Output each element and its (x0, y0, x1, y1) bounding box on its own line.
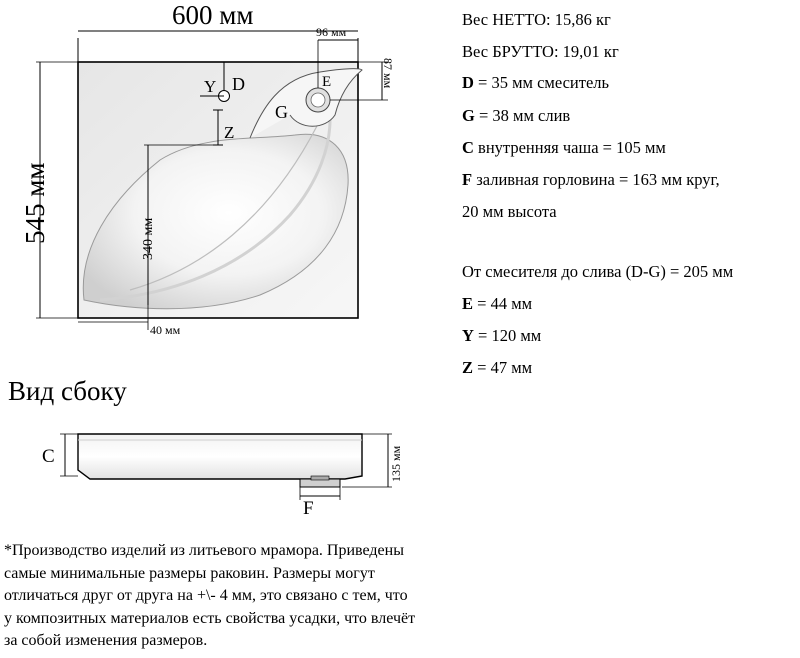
width-label: 600 мм (172, 0, 254, 30)
drain-hole-inner (311, 93, 325, 107)
spec-d: D = 35 мм смеситель (462, 73, 610, 92)
label-e: E (322, 74, 332, 90)
note-line: *Производство изделий из литьевого мрамора. Приведены (4, 542, 404, 559)
spec-gross-weight: Вес БРУТТО: 19,01 кг (462, 42, 619, 61)
note-line: у композитных материалов есть свойства усадки, что влечёт (4, 609, 416, 627)
height-label: 545 мм (20, 162, 50, 244)
spec-c: C внутренняя чаша = 105 мм (462, 138, 666, 157)
label-y: Y (204, 77, 217, 96)
spec-net-weight: Вес НЕТТО: 15,86 кг (462, 10, 611, 29)
label-z: Z (224, 123, 235, 142)
spec-e: E = 44 мм (462, 294, 533, 313)
side-profile (78, 434, 362, 479)
spec-dg: От смесителя до слива (D-G) = 205 мм (462, 262, 734, 281)
spec-g: G = 38 мм слив (462, 106, 571, 125)
label-g: G (275, 102, 288, 122)
note (4, 540, 415, 653)
note-line: самые минимальные размеры раковин. Размеры могут (4, 564, 375, 582)
note-line: за собой изменения размеров. (4, 632, 208, 649)
label-c: C (42, 446, 55, 467)
spec-f: F заливная горловина = 163 мм круг, (462, 170, 720, 189)
side-view-title: Вид сбоку (8, 376, 127, 406)
label-f: F (303, 498, 314, 519)
side-view (42, 434, 403, 519)
spec-f-height: 20 мм высота (462, 202, 557, 221)
bowl-depth-label: 340 мм (141, 217, 156, 260)
note-line: отличаться друг от друга на +\- 4 мм, это связано с тем, что (4, 587, 408, 604)
spec-y: Y = 120 мм (462, 326, 542, 345)
side-height-label: 135 мм (389, 445, 403, 482)
top-view (20, 0, 395, 337)
drain-offset-label: 87 мм (381, 58, 395, 89)
spec-z: Z = 47 мм (462, 358, 533, 377)
right-offset-label: 96 мм (316, 25, 347, 39)
label-d: D (232, 74, 245, 94)
left-margin-label: 40 мм (150, 323, 181, 337)
